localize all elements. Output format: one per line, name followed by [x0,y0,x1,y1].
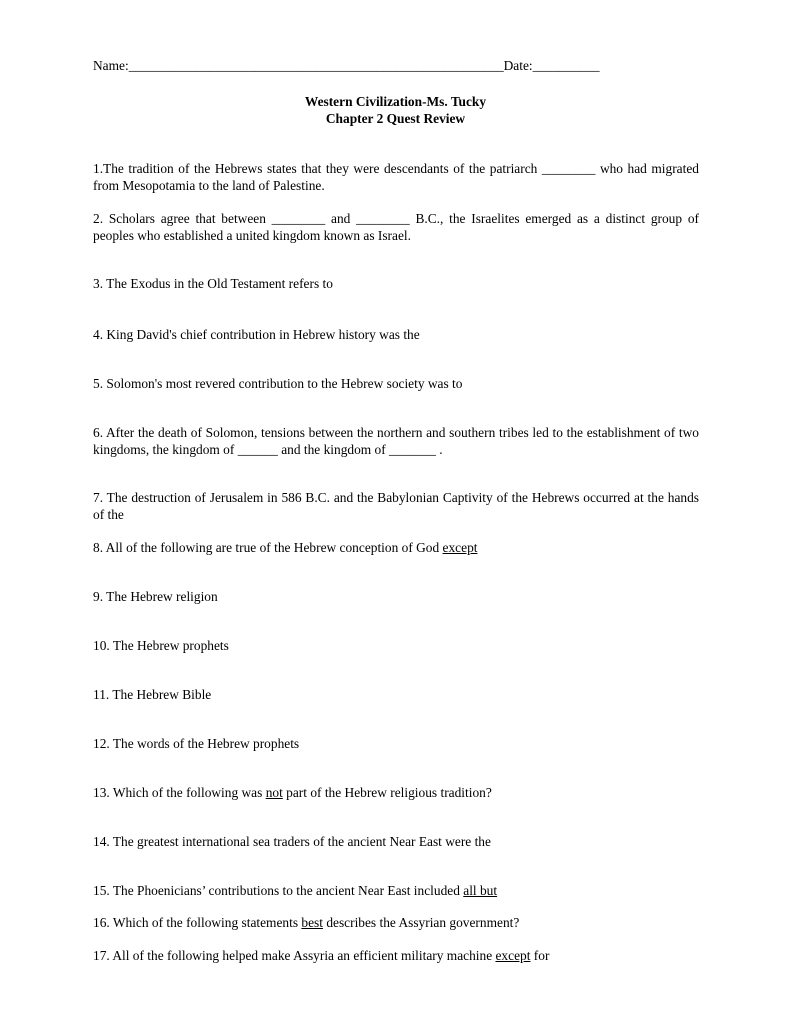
question-14: 14. The greatest international sea traders of the ancient Near East were the [93,834,491,849]
question-1: 1.The tradition of the Hebrews states that they were descendants of the patriarch ________ who had migrated from Mesopotamia to the land of Palestine. [93,161,699,193]
date-blank: __________ [532,58,600,73]
name-date-line [93,57,600,74]
question-6: 6. After the death of Solomon, tensions between the northern and southern tribes led to the establishment of two kingdoms, the kingdom of ______ and the kingdom of _______ . [93,425,699,457]
question-16: 16. Which of the following statements best describes the Assyrian government? [93,915,520,930]
question-11: 11. The Hebrew Bible [93,687,212,702]
question-2: 2. Scholars agree that between ________ and ________ B.C., the Israelites emerged as a distinct group of peoples who established a united kingdom known as Israel. [93,211,699,243]
question-10: 10. The Hebrew prophets [93,638,229,653]
question-4: 4. King David's chief contribution in Hebrew history was the [93,327,420,342]
question-13: 13. Which of the following was not part of the Hebrew religious tradition? [93,785,492,800]
question-17: 17. All of the following helped make Assyria an efficient military machine except for [93,948,550,963]
course-title: Western Civilization-Ms. Tucky [304,94,487,109]
name-blank: ________________________________________________________ [128,58,504,73]
date-label: Date: [503,58,533,73]
question-5: 5. Solomon's most revered contribution to the Hebrew society was to [93,376,463,391]
question-7: 7. The destruction of Jerusalem in 586 B.C. and the Babylonian Captivity of the Hebrews occurred at the hands of the [93,490,699,522]
emphasis-all-but: all but [463,883,498,898]
name-label: Name: [93,58,129,73]
question-8: 8. All of the following are true of the Hebrew conception of God except [93,540,478,555]
emphasis-best: best [301,915,323,930]
emphasis-except-2: except [495,948,531,963]
chapter-title: Chapter 2 Quest Review [325,111,466,126]
question-3: 3. The Exodus in the Old Testament refers to [93,276,333,291]
emphasis-except: except [442,540,478,555]
emphasis-not: not [265,785,283,800]
question-9: 9. The Hebrew religion [93,589,218,604]
question-15: 15. The Phoenicians’ contributions to the ancient Near East included all but [93,883,498,898]
question-12: 12. The words of the Hebrew prophets [93,736,300,751]
